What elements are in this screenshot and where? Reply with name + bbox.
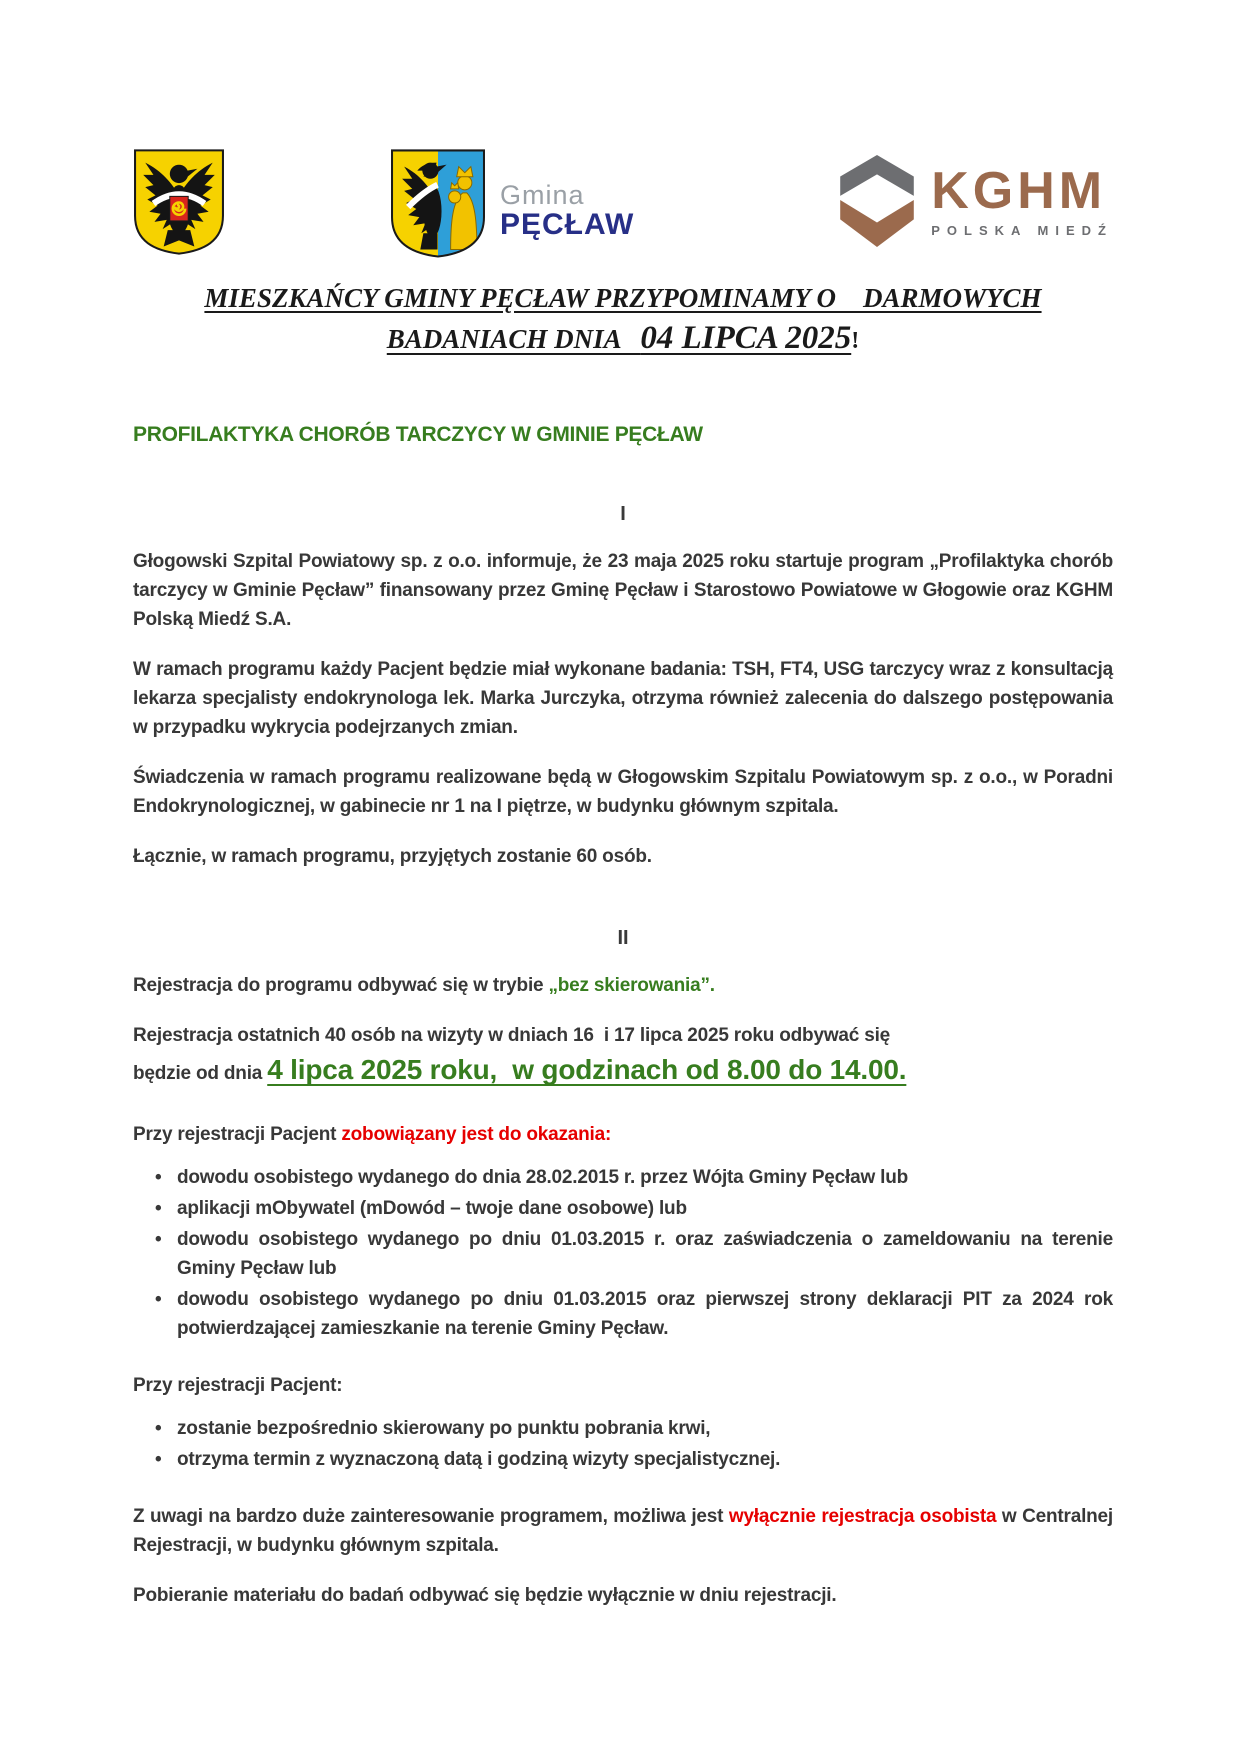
list-item bbox=[133, 1163, 1113, 1192]
list-item-text: dowodu osobistego wydanego po dniu 01.03.2015 r. oraz zaświadczenia o zameldowaniu na terenie Gminy Pęcław lub bbox=[177, 1229, 1113, 1280]
kghm-logo bbox=[839, 148, 1113, 248]
list-item-text: otrzyma termin z wyznaczoną datą i godziną wizyty specjalistycznej. bbox=[177, 1449, 781, 1471]
list-item-text: dowodu osobistego wydanego do dnia 28.02.2015 r. przez Wójta Gminy Pęcław lub bbox=[177, 1167, 909, 1189]
title-line-2-prefix: BADANIACH DNIA bbox=[386, 324, 641, 355]
kghm-wordmark bbox=[931, 161, 1113, 238]
bullet-icon: • bbox=[155, 1289, 162, 1311]
paragraph-location: Świadczenia w ramach programu realizowane będą w Głogowskim Szpitalu Powiatowym sp. z o.o., w Poradni Endokrynologicznej, w gabinecie nr 1 na I piętrze, w budynku głównym szpitala. bbox=[133, 767, 1113, 818]
document-title bbox=[133, 280, 1113, 357]
peclaw-label: PĘCŁAW bbox=[499, 208, 635, 242]
kghm-word: KGHM bbox=[931, 161, 1107, 220]
paragraph-in-person-only bbox=[133, 1502, 1113, 1560]
list-item bbox=[133, 1445, 1113, 1474]
kghm-diamond-icon bbox=[839, 154, 915, 248]
in-person-highlight: wyłącznie rejestracja osobista bbox=[728, 1506, 997, 1528]
in-person-text-1: Z uwagi na bardzo duże zainteresowanie programem, możliwa jest bbox=[133, 1506, 729, 1528]
list-item-text: zostanie bezpośrednio skierowany po punktu pobrania krwi, bbox=[177, 1418, 711, 1440]
bullet-icon: • bbox=[155, 1449, 162, 1471]
bullet-icon: • bbox=[155, 1198, 162, 1220]
gmina-peclaw-shield-icon bbox=[390, 148, 486, 260]
section-1-marker: I bbox=[620, 503, 626, 526]
paragraph-required-documents bbox=[133, 1120, 1113, 1149]
paragraph-sample-collection: Pobieranie materiału do badań odbywać się będzie wyłącznie w dniu rejestracji. bbox=[133, 1585, 837, 1607]
registration-date-prefix: będzie od dnia bbox=[133, 1063, 268, 1085]
paragraph-capacity: Łącznie, w ramach programu, przyjętych zostanie 60 osób. bbox=[133, 846, 652, 868]
registration-mode-highlight: „bez skierowania”. bbox=[548, 975, 715, 997]
paragraph-registration-date bbox=[133, 1021, 1113, 1094]
title-exclamation: ! bbox=[851, 328, 860, 355]
registration-date-line1: Rejestracja ostatnich 40 osób na wizyty w dniach 16 i 17 lipca 2025 roku odbywać się bbox=[133, 1025, 891, 1047]
documents-list bbox=[133, 1163, 1113, 1343]
title-line-1: MIESZKAŃCY GMINY PĘCŁAW PRZYPOMINAMY O DARMOWYCH bbox=[204, 283, 1042, 313]
gmina-label: Gmina bbox=[499, 180, 585, 211]
list-item bbox=[133, 1285, 1113, 1343]
list-item bbox=[133, 1225, 1113, 1283]
registration-date-line2 bbox=[133, 1050, 1113, 1094]
kghm-subtitle: POLSKA MIEDŹ bbox=[931, 222, 1113, 238]
list-item-text: dowodu osobistego wydanego po dniu 01.03.2015 oraz pierwszej strony deklaracji PIT za 2024 rok potwierdzającej zamieszkanie na terenie Gminy Pęcław. bbox=[177, 1289, 1113, 1340]
paragraph-program-intro: Głogowski Szpital Powiatowy sp. z o.o. informuje, że 23 maja 2025 roku startuje program „Profilaktyka chorób tarczycy w Gminie Pęcław” finansowany przez Gminę Pęcław i Starostowo Powiatowe w Głogowie oraz KGHM Polską Miedź S.A. bbox=[133, 551, 1113, 631]
paragraph-patient-heading: Przy rejestracji Pacjent: bbox=[133, 1375, 343, 1397]
section-2-marker: II bbox=[617, 927, 629, 950]
bullet-icon: • bbox=[155, 1167, 162, 1189]
list-item bbox=[133, 1194, 1113, 1223]
registration-date-highlight: 4 lipca 2025 roku, w godzinach od 8.00 do 14.00. bbox=[267, 1054, 907, 1086]
paragraph-examinations: W ramach programu każdy Pacjent będzie miał wykonane badania: TSH, FT4, USG tarczycy wraz z konsultacją lekarza specjalisty endokrynologa lek. Marka Jurczyka, otrzyma również zalecenia do dalszego postępowania w przypadku wykrycia podejrzanych zmian. bbox=[133, 659, 1113, 739]
registration-mode-text: Rejestracja do programu odbywać się w trybie bbox=[133, 975, 549, 997]
powiat-glogowski-coat-of-arms-icon bbox=[133, 148, 225, 256]
list-item-text: aplikacji mObywatel (mDowód – twoje dane osobowe) lub bbox=[177, 1198, 687, 1220]
paragraph-registration-mode bbox=[133, 971, 1113, 1000]
required-documents-text: Przy rejestracji Pacjent bbox=[133, 1124, 342, 1146]
gmina-peclaw-wordmark bbox=[500, 167, 634, 241]
bullet-icon: • bbox=[155, 1229, 162, 1251]
program-heading: PROFILAKTYKA CHORÓB TARCZYCY W GMINIE PĘCŁAW bbox=[133, 423, 703, 447]
in-person-text-2: w Centralnej Rejestracji, w budynku głównym szpitala. bbox=[133, 1506, 1114, 1557]
list-item bbox=[133, 1414, 1113, 1443]
patient-list bbox=[133, 1414, 1113, 1474]
logo-row bbox=[133, 148, 1113, 260]
bullet-icon: • bbox=[155, 1418, 162, 1440]
gmina-peclaw-logo bbox=[390, 148, 634, 260]
required-documents-highlight: zobowiązany jest do okazania: bbox=[341, 1124, 612, 1146]
title-line-2 bbox=[133, 320, 1113, 357]
title-date: 04 LIPCA 2025 bbox=[640, 320, 852, 357]
